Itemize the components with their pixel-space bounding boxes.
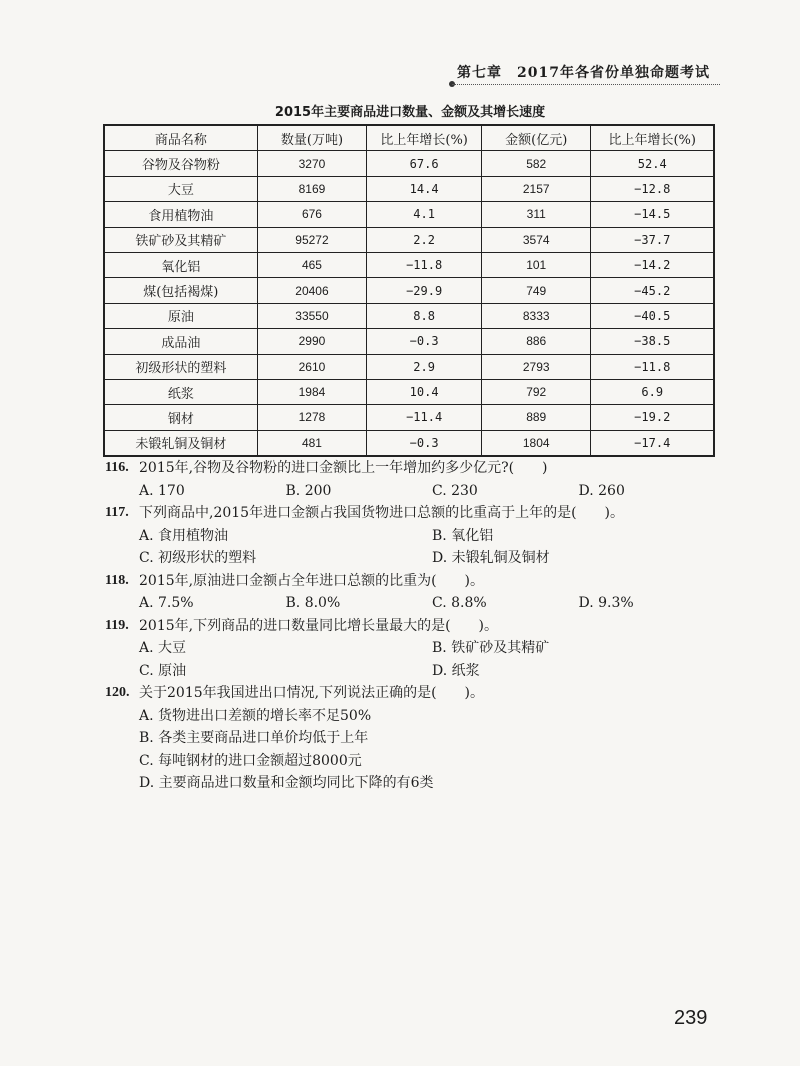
import-table (103, 124, 715, 457)
cell-quantity: 8169 (257, 176, 367, 201)
cell-amount-growth: −45.2 (591, 278, 714, 303)
head-rule (452, 84, 720, 85)
question-number: 118. (105, 572, 129, 588)
cell-quantity-growth: −11.4 (367, 405, 482, 430)
cell-quantity-growth: 10.4 (367, 379, 482, 404)
table-row (104, 303, 714, 328)
option-line (105, 705, 725, 728)
cell-amount: 8333 (481, 303, 591, 328)
answer-option[interactable]: C. 每吨钢材的进口金额超过8000元 (139, 752, 362, 769)
cell-amount-growth: −14.5 (591, 202, 714, 227)
cell-product-name: 氧化铝 (104, 252, 257, 277)
header-product-name: 商品名称 (104, 125, 257, 151)
cell-product-name: 原油 (104, 303, 257, 328)
table-header-row (104, 125, 714, 151)
cell-amount: 2157 (481, 176, 591, 201)
cell-product-name: 纸浆 (104, 379, 257, 404)
answer-option[interactable]: B. 铁矿砂及其精矿 (432, 640, 550, 656)
answer-option[interactable]: D. 260 (578, 482, 625, 499)
answer-option[interactable]: B. 8.0% (285, 595, 341, 611)
cell-product-name: 铁矿砂及其精矿 (104, 227, 257, 252)
table-row (104, 278, 714, 303)
header-amount-growth: 比上年增长(%) (591, 125, 714, 151)
question-text: 关于2015年我国进出口情况,下列说法正确的是( )。 (139, 685, 485, 701)
cell-amount-growth: −19.2 (591, 405, 714, 430)
table-row (104, 379, 714, 404)
option-line (105, 637, 725, 660)
option-line (105, 547, 725, 570)
question-119 (105, 615, 725, 683)
cell-amount-growth: 52.4 (591, 151, 714, 176)
cell-amount: 886 (481, 329, 591, 354)
question-120 (105, 682, 725, 795)
cell-quantity-growth: 2.9 (367, 354, 482, 379)
cell-amount-growth: −14.2 (591, 252, 714, 277)
header-quantity: 数量(万吨) (257, 125, 367, 151)
cell-amount-growth: 6.9 (591, 379, 714, 404)
cell-quantity: 95272 (257, 227, 367, 252)
cell-quantity: 3270 (257, 151, 367, 176)
option-line (105, 750, 725, 773)
header-amount: 金额(亿元) (481, 125, 591, 151)
table-row (104, 354, 714, 379)
option-line (105, 525, 725, 548)
cell-quantity-growth: −11.8 (367, 252, 482, 277)
answer-option[interactable]: B. 各类主要商品进口单价均低于上年 (139, 730, 369, 746)
question-text: 2015年,原油进口金额占全年进口总额的比重为( )。 (139, 572, 485, 589)
cell-product-name: 钢材 (104, 405, 257, 430)
cell-amount: 311 (481, 202, 591, 227)
answer-option[interactable]: B. 200 (285, 482, 332, 499)
option-line (105, 592, 725, 615)
answer-option[interactable]: D. 纸浆 (432, 662, 480, 679)
table-row (104, 329, 714, 354)
table-body (104, 151, 714, 456)
cell-amount-growth: −12.8 (591, 176, 714, 201)
answer-option[interactable]: D. 主要商品进口数量和金额均同比下降的有6类 (139, 775, 434, 791)
table-row (104, 151, 714, 176)
answer-option[interactable]: C. 原油 (139, 662, 187, 679)
question-stem (105, 682, 725, 705)
questions-section (105, 457, 725, 795)
cell-quantity: 33550 (257, 303, 367, 328)
answer-option[interactable]: A. 大豆 (139, 640, 187, 656)
answer-option[interactable]: A. 货物进出口差额的增长率不足50% (139, 707, 372, 724)
cell-amount: 1804 (481, 430, 591, 456)
cell-amount: 2793 (481, 354, 591, 379)
cell-product-name: 谷物及谷物粉 (104, 151, 257, 176)
question-117 (105, 502, 725, 570)
cell-amount: 582 (481, 151, 591, 176)
table-row (104, 176, 714, 201)
cell-product-name: 大豆 (104, 176, 257, 201)
question-number: 120. (105, 685, 130, 700)
cell-quantity: 2610 (257, 354, 367, 379)
cell-quantity: 2990 (257, 329, 367, 354)
page-number: 239 (674, 1007, 708, 1029)
cell-amount: 889 (481, 405, 591, 430)
question-text: 下列商品中,2015年进口金额占我国货物进口总额的比重高于上年的是( )。 (139, 505, 625, 521)
table-row (104, 252, 714, 277)
question-text: 2015年,谷物及谷物粉的进口金额比上一年增加约多少亿元?( ) (139, 460, 548, 476)
option-line (105, 660, 725, 683)
option-line (105, 772, 725, 795)
cell-amount-growth: −37.7 (591, 227, 714, 252)
cell-quantity: 20406 (257, 278, 367, 303)
cell-amount: 792 (481, 379, 591, 404)
cell-quantity-growth: −29.9 (367, 278, 482, 303)
cell-quantity-growth: −0.3 (367, 329, 482, 354)
option-line (105, 480, 725, 503)
answer-option[interactable]: C. 230 (432, 482, 478, 499)
table-row (104, 227, 714, 252)
table-title: 2015年主要商品进口数量、金额及其增长速度 (274, 105, 546, 120)
answer-option[interactable]: D. 未锻轧铜及铜材 (432, 550, 550, 566)
question-stem (105, 457, 725, 480)
table-row (104, 405, 714, 430)
cell-quantity: 676 (257, 202, 367, 227)
cell-amount-growth: −38.5 (591, 329, 714, 354)
cell-product-name: 初级形状的塑料 (104, 354, 257, 379)
cell-quantity-growth: 2.2 (367, 227, 482, 252)
answer-option[interactable]: A. 170 (139, 482, 185, 499)
question-number: 119. (105, 617, 129, 633)
cell-quantity: 465 (257, 252, 367, 277)
cell-quantity: 481 (257, 430, 367, 456)
cell-product-name: 成品油 (104, 329, 257, 354)
answer-option[interactable]: C. 8.8% (432, 595, 487, 611)
question-stem (105, 570, 725, 593)
table-row (104, 202, 714, 227)
answer-option[interactable]: D. 9.3% (578, 595, 634, 611)
question-118 (105, 570, 725, 615)
cell-quantity: 1278 (257, 405, 367, 430)
question-stem (105, 615, 725, 638)
cell-amount-growth: −17.4 (591, 430, 714, 456)
cell-amount: 749 (481, 278, 591, 303)
header-quantity-growth: 比上年增长(%) (367, 125, 482, 151)
cell-amount-growth: −11.8 (591, 354, 714, 379)
question-number: 117. (105, 505, 129, 520)
cell-quantity: 1984 (257, 379, 367, 404)
cell-amount-growth: −40.5 (591, 303, 714, 328)
question-number: 116. (105, 460, 129, 475)
question-116 (105, 457, 725, 502)
cell-quantity-growth: −0.3 (367, 430, 482, 456)
answer-option[interactable]: A. 7.5% (139, 595, 194, 611)
question-text: 2015年,下列商品的进口数量同比增长量最大的是( )。 (139, 617, 499, 634)
cell-amount: 3574 (481, 227, 591, 252)
cell-quantity-growth: 8.8 (367, 303, 482, 328)
cell-product-name: 食用植物油 (104, 202, 257, 227)
table-row (104, 430, 714, 456)
cell-product-name: 煤(包括褐煤) (104, 278, 257, 303)
cell-quantity-growth: 14.4 (367, 176, 482, 201)
option-line (105, 727, 725, 750)
cell-quantity-growth: 4.1 (367, 202, 482, 227)
cell-product-name: 未锻轧铜及铜材 (104, 430, 257, 456)
cell-quantity-growth: 67.6 (367, 151, 482, 176)
question-stem (105, 502, 725, 525)
answer-option[interactable]: A. 食用植物油 (139, 527, 229, 544)
cell-amount: 101 (481, 252, 591, 277)
running-head: 第七章 2017年各省份单独命题考试 (457, 65, 710, 81)
answer-option[interactable]: B. 氧化铝 (432, 527, 494, 544)
answer-option[interactable]: C. 初级形状的塑料 (139, 550, 257, 566)
